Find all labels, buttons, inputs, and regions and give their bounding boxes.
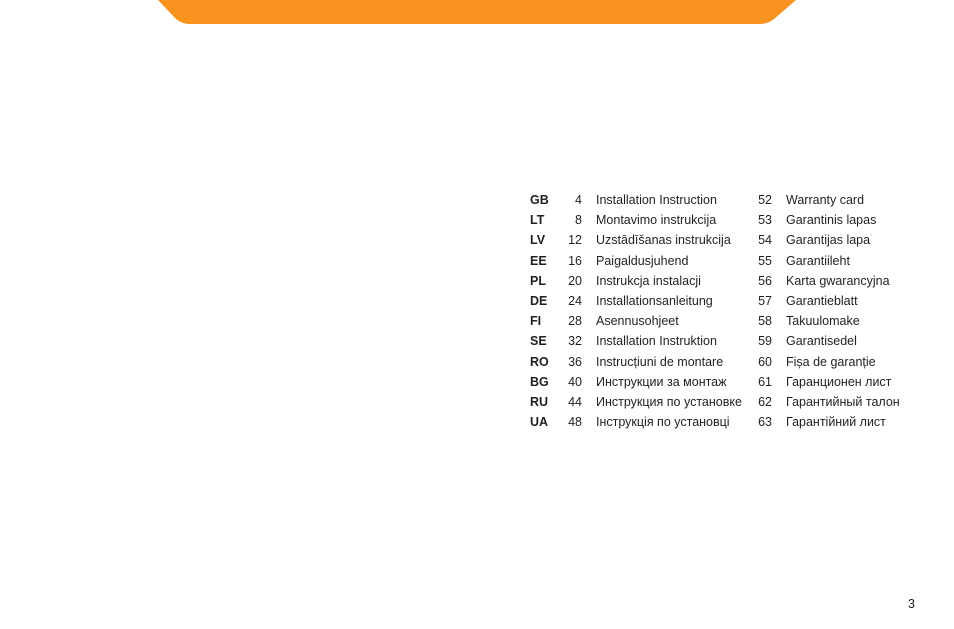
orange-banner-shape (158, 0, 796, 24)
toc-row-lt (530, 210, 900, 230)
warranty-page-number: 61 (758, 374, 772, 389)
language-code: GB (530, 193, 549, 207)
instruction-title: Paigaldusjuhend (596, 253, 689, 268)
instruction-page-number: 4 (575, 193, 582, 207)
language-code: EE (530, 253, 547, 268)
language-code: SE (530, 334, 547, 349)
instruction-title: Asennusohjeet (596, 314, 679, 329)
toc-row-de (530, 291, 900, 311)
warranty-title: Karta gwarancyjna (786, 273, 890, 288)
warranty-page-number: 60 (758, 354, 772, 369)
page-number: 3 (908, 597, 915, 611)
table-of-contents (530, 190, 900, 432)
language-code: RO (530, 354, 549, 369)
warranty-page-number: 57 (758, 293, 772, 308)
instruction-title: Uzstādīšanas instrukcija (596, 233, 731, 248)
warranty-page-number: 54 (758, 233, 772, 248)
warranty-title: Гаранционен лист (786, 374, 892, 389)
instruction-title: Montavimo instrukcija (596, 213, 717, 228)
instruction-page-number: 44 (568, 394, 582, 409)
instruction-page-number: 16 (568, 253, 582, 268)
instruction-page-number: 28 (568, 314, 582, 329)
language-code: RU (530, 394, 549, 409)
instruction-title: Инструкция по установке (596, 394, 742, 409)
toc-row-ua (530, 412, 900, 432)
warranty-page-number: 59 (758, 334, 772, 349)
toc-row-fi (530, 311, 900, 331)
warranty-title: Garantijas lapa (786, 233, 871, 248)
language-code: LV (530, 233, 546, 248)
toc-row-pl (530, 271, 900, 291)
warranty-page-number: 58 (758, 314, 772, 329)
toc-row-ru (530, 392, 900, 412)
warranty-page-number: 63 (758, 415, 772, 430)
warranty-title: Garantiileht (786, 253, 850, 268)
language-code: DE (530, 293, 548, 308)
instruction-title: Instrucțiuni de montare (596, 354, 724, 369)
warranty-page-number: 62 (758, 394, 772, 409)
instruction-title: Installation Instruction (596, 193, 717, 207)
warranty-title: Fișa de garanție (786, 354, 876, 369)
instruction-page-number: 12 (568, 233, 582, 248)
language-code: LT (530, 213, 545, 228)
warranty-title: Garantinis lapas (786, 213, 877, 228)
instruction-title: Инструкции за монтаж (596, 374, 727, 389)
language-code: PL (530, 273, 546, 288)
warranty-title: Takuulomake (786, 314, 860, 329)
warranty-title: Garantisedel (786, 334, 857, 349)
top-banner (0, 0, 954, 24)
warranty-page-number: 53 (758, 213, 772, 228)
instruction-page-number: 36 (568, 354, 582, 369)
warranty-title: Гарантійний лист (786, 415, 886, 430)
warranty-page-number: 55 (758, 253, 772, 268)
instruction-title: Installation Instruktion (596, 334, 717, 349)
language-code: FI (530, 314, 542, 329)
toc-row-se (530, 331, 900, 351)
instruction-page-number: 40 (568, 374, 582, 389)
instruction-title: Інструкція по установці (596, 415, 730, 430)
toc-row-ro (530, 352, 900, 372)
instruction-page-number: 20 (568, 273, 582, 288)
toc-row-gb (530, 190, 900, 210)
warranty-page-number: 52 (758, 193, 772, 207)
instruction-title: Instrukcja instalacji (596, 273, 701, 288)
toc-row-lv (530, 230, 900, 250)
language-code: UA (530, 415, 549, 430)
warranty-title: Garantieblatt (786, 293, 858, 308)
toc-row-ee (530, 251, 900, 271)
instruction-page-number: 32 (568, 334, 582, 349)
instruction-page-number: 8 (575, 213, 582, 228)
warranty-title: Warranty card (786, 193, 865, 207)
warranty-page-number: 56 (758, 273, 772, 288)
instruction-page-number: 24 (568, 293, 582, 308)
instruction-page-number: 48 (568, 415, 582, 430)
instruction-title: Installationsanleitung (596, 293, 713, 308)
warranty-title: Гарантийный талон (786, 394, 900, 409)
language-code: BG (530, 374, 549, 389)
toc-row-bg (530, 372, 900, 392)
